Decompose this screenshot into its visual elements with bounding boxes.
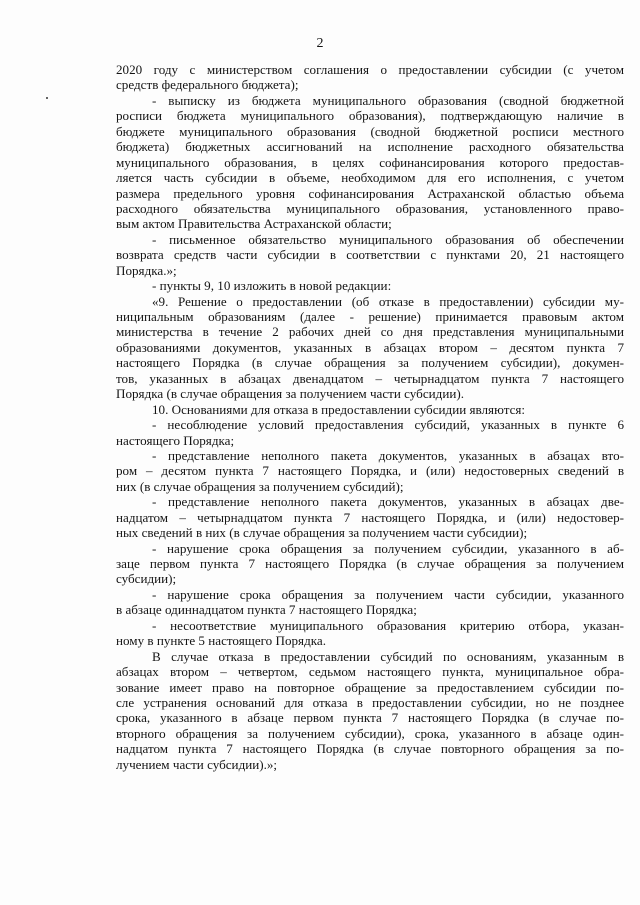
text-line: размера предельного уровня софинансирования Астраханской областью объема <box>116 185 624 201</box>
text-line: в абзаце одиннадцатом пункта 7 настоящего Порядка; <box>116 602 417 618</box>
text-line: росписи бюджета муниципального образования), подтверждающую наличие в <box>116 108 624 124</box>
text-line: настоящего Порядка (в случае обращения за получением субсидии), докумен- <box>116 355 624 371</box>
text-line: тов, указанных в абзацах двенадцатом – четырнадцатом пункта 7 настоящего <box>116 370 624 386</box>
page-number: 2 <box>316 36 324 51</box>
text-line: возврата средств части субсидии в соответствии с пунктами 20, 21 настоящего <box>116 247 624 263</box>
text-line: расходного обязательства муниципального образования, установленного право- <box>116 200 624 216</box>
text-line: образованиями документов, указанных в абзацах втором – десятом пункта 7 <box>116 339 624 355</box>
text-line: ных сведений в них (в случае обращения за получением части субсидии); <box>116 525 528 541</box>
text-line: средств федерального бюджета); <box>116 77 299 93</box>
text-line: ному в пункте 5 настоящего Порядка. <box>116 633 326 649</box>
text-line: них (в случае обращения за получением субсидий); <box>116 478 404 494</box>
text-line: ниципальным образованиям (далее - решение) принимается правовым актом <box>116 309 624 324</box>
text-line: зование имеет право на повторное обращение за предоставлением субсидии по- <box>116 679 624 695</box>
text-line: Порядка.»; <box>116 262 177 278</box>
text-line: заце первом пункта 7 настоящего Порядка (в случае обращения за получением <box>116 556 624 571</box>
text-line: - нарушение срока обращения за получением субсидии, указанного в аб- <box>152 540 624 556</box>
text-line: В случае отказа в предоставлении субсидий по основаниям, указанным в <box>152 648 624 664</box>
text-line: бюджета) бюджетных ассигнований на исполнение расходного обязательства <box>116 139 624 155</box>
text-line: «9. Решение о предоставлении (об отказе в предоставлении) субсидии му- <box>152 293 624 309</box>
text-line: муниципального образования, в целях софинансирования которого предостав- <box>116 154 624 170</box>
text-line: - нарушение срока обращения за получением части субсидии, указанного <box>152 586 624 602</box>
text-line: - пункты 9, 10 изложить в новой редакции: <box>152 278 392 294</box>
text-line: срока, указанного в абзаце первом пункта 7 настоящего Порядка (в случае по- <box>116 710 624 726</box>
text-line: субсидии); <box>116 571 177 587</box>
text-line: сле устранения оснований для отказа в предоставлении субсидии, но не позднее <box>116 694 624 710</box>
text-line: лучением части субсидии).»; <box>116 756 278 772</box>
text-line: - представление неполного пакета документов, указанных в абзацах две- <box>152 494 624 510</box>
text-line: абзацах втором – четвертом, седьмом настоящего пункта, муниципальное обра- <box>116 664 624 680</box>
text-line: 2020 году с министерством соглашения о предоставлении субсидии (с учетом <box>116 62 624 77</box>
text-line: вым актом Правительства Астраханской области; <box>116 216 392 232</box>
text-line: 10. Основаниями для отказа в предоставлении субсидии являются: <box>152 401 526 417</box>
document-body <box>116 62 624 772</box>
text-line: Порядка (в случае обращения за получением части субсидии). <box>116 386 464 402</box>
text-line: ляется часть субсидии в объеме, необходимом для его исполнения, с учетом <box>116 170 624 186</box>
text-line: надцатом – четырнадцатом пункта 7 настоящего Порядка, и (или) недостовер- <box>116 509 624 525</box>
text-line: - выписку из бюджета муниципального образования (сводной бюджетной <box>152 92 624 108</box>
text-line: настоящего Порядка; <box>116 432 235 448</box>
text-line: надцатом пункта 7 настоящего Порядка (в случае повторного обращения за по- <box>116 741 624 757</box>
text-line: ром – десятом пункта 7 настоящего Порядка, и (или) недостоверных сведений в <box>116 463 624 479</box>
text-line: министерства в течение 2 рабочих дней со дня представления муниципальными <box>116 324 624 340</box>
text-line: бюджете муниципального образования (сводной бюджетной росписи местного <box>116 123 624 139</box>
text-line: - несоблюдение условий предоставления субсидий, указанных в пункте 6 <box>152 417 624 433</box>
text-line: - представление неполного пакета документов, указанных в абзацах вто- <box>152 447 624 463</box>
scan-speck <box>46 97 48 99</box>
text-line: - письменное обязательство муниципального образования об обеспечении <box>152 231 624 247</box>
text-line: - несоответствие муниципального образования критерию отбора, указан- <box>152 617 624 633</box>
text-line: вторного обращения за получением субсидии), срока, указанного в абзаце один- <box>116 725 624 741</box>
